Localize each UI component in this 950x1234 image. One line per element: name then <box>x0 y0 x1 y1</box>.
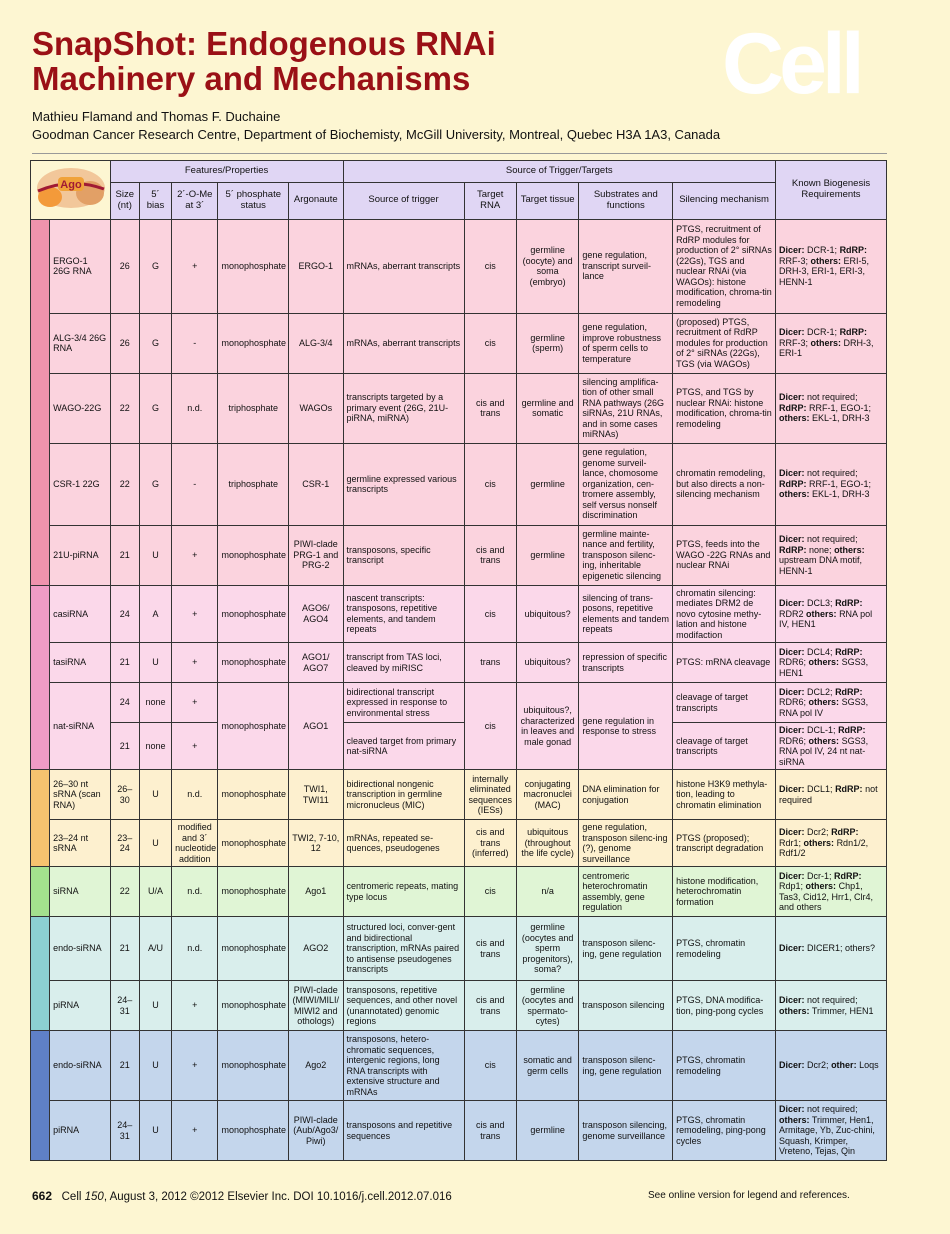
cell-logo: Cell <box>722 16 860 112</box>
argonaute: WAGOs <box>289 373 343 443</box>
target-rna: trans <box>464 643 516 683</box>
rna-name: 23–24 nt sRNA <box>50 820 110 867</box>
mechanism: (proposed) PTGS, recruitment of RdRP modules for production of 2° siRNAs (22Gs), TGS (via WAGOs) <box>673 313 776 373</box>
rna-name: CSR-1 22G <box>50 443 110 525</box>
argonaute: AGO1 <box>289 683 343 770</box>
biogenesis: Dicer: Dcr2; RdRP: Rdr1; others: Rdn1/2, Rdf1/2 <box>776 820 887 867</box>
col-phosphate: 5´ phosphate status <box>218 182 289 219</box>
functions: transposon silencing <box>579 981 673 1031</box>
trigger: mRNAs, aberrant transcripts <box>343 313 464 373</box>
size: 24– 31 <box>110 1101 139 1161</box>
phosphate: monophosphate <box>218 585 289 643</box>
ome: - <box>172 443 218 525</box>
bias: A/U <box>139 917 171 981</box>
bias: U <box>139 981 171 1031</box>
trigger: transposons, specific transcript <box>343 525 464 585</box>
table-row <box>31 981 887 1031</box>
table-row <box>31 1031 887 1101</box>
organism-label <box>31 1031 50 1161</box>
biogenesis: Dicer: DCR-1; RdRP: RRF-3; others: ERI-5, DRH-3, ERI-1, ERI-3, HENN-1 <box>776 219 887 313</box>
ome: n.d. <box>172 917 218 981</box>
bias: U <box>139 770 171 820</box>
biogenesis: Dicer: not required; others: Trimmer, HEN1 <box>776 981 887 1031</box>
ome: + <box>172 723 218 770</box>
table-row <box>31 723 887 770</box>
table-row <box>31 443 887 525</box>
argonaute: TWI2, 7-10, 12 <box>289 820 343 867</box>
size: 23– 24 <box>110 820 139 867</box>
rna-name: siRNA <box>50 867 110 917</box>
argonaute: AGO1/ AGO7 <box>289 643 343 683</box>
mechanism: cleavage of target transcripts <box>673 683 776 723</box>
target-tissue: ubiquitous (throughout the life cycle) <box>516 820 579 867</box>
rna-name: 21U-piRNA <box>50 525 110 585</box>
phosphate: triphosphate <box>218 373 289 443</box>
col-target-tissue: Target tissue <box>516 182 579 219</box>
target-rna: cis <box>464 585 516 643</box>
col-ome: 2´-O-Me at 3´ <box>172 182 218 219</box>
target-rna: cis <box>464 867 516 917</box>
target-tissue: germline and somatic <box>516 373 579 443</box>
ago-logo-text: Ago <box>60 179 82 191</box>
bias: none <box>139 683 171 723</box>
col-mechanism: Silencing mechanism <box>673 182 776 219</box>
phosphate: monophosphate <box>218 313 289 373</box>
target-tissue: ubiquitous? <box>516 585 579 643</box>
functions: repression of specific transcripts <box>579 643 673 683</box>
argonaute: ALG-3/4 <box>289 313 343 373</box>
bias: U/A <box>139 867 171 917</box>
col-size: Size (nt) <box>110 182 139 219</box>
phosphate: monophosphate <box>218 525 289 585</box>
target-rna: cis <box>464 1031 516 1101</box>
bias: U <box>139 1101 171 1161</box>
biogenesis: Dicer: not required; RdRP: none; others: upstream DNA motif, HENN-1 <box>776 525 887 585</box>
argonaute: AGO6/ AGO4 <box>289 585 343 643</box>
size: 26– 30 <box>110 770 139 820</box>
rna-name: tasiRNA <box>50 643 110 683</box>
rna-name: endo-siRNA <box>50 917 110 981</box>
byline <box>32 108 720 144</box>
mechanism: PTGS, feeds into the WAGO -22G RNAs and nuclear RNAi <box>673 525 776 585</box>
footer-citation <box>32 1189 452 1203</box>
target-rna: cis <box>464 683 516 770</box>
mechanism: histone H3K9 methyla-tion, leading to chromatin elimination <box>673 770 776 820</box>
trigger: transposons, hetero-chromatic sequences, intergenic regions, long RNA transcripts with extensive structure and mRNAs <box>343 1031 464 1101</box>
ome: modified and 3´ nucleotide addition <box>172 820 218 867</box>
table-row <box>31 820 887 867</box>
phosphate: monophosphate <box>218 867 289 917</box>
trigger: cleaved target from primary nat-siRNA <box>343 723 464 770</box>
functions: transposon silenc-ing, gene regulation <box>579 917 673 981</box>
phosphate: monophosphate <box>218 219 289 313</box>
size: 24– 31 <box>110 981 139 1031</box>
mechanism: cleavage of target transcripts <box>673 723 776 770</box>
size: 21 <box>110 1031 139 1101</box>
title-line-1: SnapShot: Endogenous RNAi <box>32 25 496 62</box>
mechanism: histone modification, heterochromatin formation <box>673 867 776 917</box>
ome: n.d. <box>172 770 218 820</box>
trigger: germline expressed various transcripts <box>343 443 464 525</box>
argonaute: PIWI-clade (Aub/Ago3/ Piwi) <box>289 1101 343 1161</box>
size: 21 <box>110 525 139 585</box>
ome: + <box>172 643 218 683</box>
ome: + <box>172 585 218 643</box>
trigger: transcript from TAS loci, cleaved by miRISC <box>343 643 464 683</box>
functions: transposon silencing, genome surveillance <box>579 1101 673 1161</box>
functions: germline mainte-nance and fertility, transposon silenc-ing, inheritable epigenetic silencing <box>579 525 673 585</box>
bias: G <box>139 219 171 313</box>
phosphate: monophosphate <box>218 683 289 770</box>
biogenesis: Dicer: not required; RdRP: RRF-1, EGO-1; others: EKL-1, DRH-3 <box>776 443 887 525</box>
phosphate: monophosphate <box>218 770 289 820</box>
organism-label <box>31 867 50 917</box>
mechanism: chromatin silencing: mediates DRM2 de novo cytosine methy-lation and histone modifaction <box>673 585 776 643</box>
table-row <box>31 917 887 981</box>
size: 21 <box>110 917 139 981</box>
argonaute: PIWI-clade (MIWI/MILI/ MIWI2 and othologs) <box>289 981 343 1031</box>
ago-logo-cell <box>31 161 111 220</box>
target-tissue: n/a <box>516 867 579 917</box>
rna-name: piRNA <box>50 981 110 1031</box>
target-rna: cis <box>464 219 516 313</box>
col-bias: 5´ bias <box>139 182 171 219</box>
trigger: nascent transcripts: transposons, repetitive elements, and tandem repeats <box>343 585 464 643</box>
size: 24 <box>110 585 139 643</box>
trigger: bidirectional nongenic transcription in germline micronucleus (MIC) <box>343 770 464 820</box>
target-rna: cis and trans <box>464 373 516 443</box>
bias: G <box>139 313 171 373</box>
functions: gene regulation, transposon silenc-ing (?), genome surveillance <box>579 820 673 867</box>
ome: n.d. <box>172 373 218 443</box>
phosphate: monophosphate <box>218 820 289 867</box>
bias: G <box>139 373 171 443</box>
table-row <box>31 313 887 373</box>
mechanism: PTGS, chromatin remodeling <box>673 917 776 981</box>
target-tissue: germline <box>516 443 579 525</box>
trigger: transcripts targeted by a primary event (26G, 21U-piRNA, miRNA) <box>343 373 464 443</box>
ome: + <box>172 683 218 723</box>
biogenesis: Dicer: Dcr-1; RdRP: Rdp1; others: Chp1, Tas3, Cid12, Hrr1, Clr4, and others <box>776 867 887 917</box>
organism-label <box>31 770 50 867</box>
target-tissue: germline (oocytes and spermato-cytes) <box>516 981 579 1031</box>
argonaute: CSR-1 <box>289 443 343 525</box>
target-tissue: germline <box>516 1101 579 1161</box>
phosphate: monophosphate <box>218 981 289 1031</box>
rna-name: ERGO-1 26G RNA <box>50 219 110 313</box>
rna-name: ALG-3/4 26G RNA <box>50 313 110 373</box>
biogenesis: Dicer: not required; RdRP: RRF-1, EGO-1; others: EKL-1, DRH-3 <box>776 373 887 443</box>
table-row <box>31 770 887 820</box>
organism-label <box>31 917 50 1031</box>
target-tissue: germline (sperm) <box>516 313 579 373</box>
bias: U <box>139 1031 171 1101</box>
phosphate: monophosphate <box>218 917 289 981</box>
argonaute: TWI1, TWI11 <box>289 770 343 820</box>
ome: + <box>172 1031 218 1101</box>
rna-name: WAGO-22G <box>50 373 110 443</box>
target-tissue: germline (oocytes and sperm progenitors), soma? <box>516 917 579 981</box>
title-line-2: Machinery and Mechanisms <box>32 60 471 97</box>
mechanism: PTGS, chromatin remodeling <box>673 1031 776 1101</box>
page-number: 662 <box>32 1189 53 1203</box>
phosphate: monophosphate <box>218 1031 289 1101</box>
target-rna: cis <box>464 443 516 525</box>
functions: gene regulation in response to stress <box>579 683 673 770</box>
biogenesis: Dicer: DCL3; RdRP: RDR2 others: RNA pol IV, HEN1 <box>776 585 887 643</box>
ome: + <box>172 219 218 313</box>
size: 24 <box>110 683 139 723</box>
table-row <box>31 683 887 723</box>
rna-name: nat-siRNA <box>50 683 110 770</box>
target-tissue: conjugating macronuclei (MAC) <box>516 770 579 820</box>
size: 22 <box>110 443 139 525</box>
phosphate: monophosphate <box>218 1101 289 1161</box>
argonaute: Ago2 <box>289 1031 343 1101</box>
journal-volume: 150 <box>84 1191 104 1203</box>
ome: + <box>172 525 218 585</box>
organism-label <box>31 585 50 770</box>
mechanism: PTGS: mRNA cleavage <box>673 643 776 683</box>
rna-name: casiRNA <box>50 585 110 643</box>
functions: silencing amplifica-tion of other small RNA pathways (26G siRNAs, 21U RNAs, and in some cases miRNAs) <box>579 373 673 443</box>
col-functions: Substrates and functions <box>579 182 673 219</box>
functions: gene regulation, improve robustness of sperm cells to temperature <box>579 313 673 373</box>
bias: none <box>139 723 171 770</box>
citation-text: , August 3, 2012 ©2012 Elsevier Inc. DOI 10.1016/j.cell.2012.07.016 <box>103 1191 452 1203</box>
trigger: transposons and repetitive sequences <box>343 1101 464 1161</box>
rnai-table <box>30 160 887 1161</box>
target-rna: cis and trans <box>464 1101 516 1161</box>
target-tissue: germline (oocyte) and soma (embryo) <box>516 219 579 313</box>
authors: Mathieu Flamand and Thomas F. Duchaine <box>32 109 281 124</box>
group-features: Features/Properties <box>110 161 343 183</box>
trigger: mRNAs, repeated se-quences, pseudogenes <box>343 820 464 867</box>
target-rna: cis and trans <box>464 917 516 981</box>
mechanism: PTGS, chromatin remodeling, ping-pong cycles <box>673 1101 776 1161</box>
mechanism: PTGS, and TGS by nuclear RNAi: histone modification, chroma-tin remodeling <box>673 373 776 443</box>
functions: DNA elimination for conjugation <box>579 770 673 820</box>
target-rna: cis and trans <box>464 525 516 585</box>
organism-label <box>31 219 50 585</box>
page-title <box>32 26 496 96</box>
argonaute: Ago1 <box>289 867 343 917</box>
bias: A <box>139 585 171 643</box>
col-argonaute: Argonaute <box>289 182 343 219</box>
trigger: transposons, repetitive sequences, and other novel (unannotated) genomic regions <box>343 981 464 1031</box>
group-biogenesis: Known Biogenesis Requirements <box>776 161 887 220</box>
target-tissue: germline <box>516 525 579 585</box>
ome: n.d. <box>172 867 218 917</box>
col-trigger: Source of trigger <box>343 182 464 219</box>
biogenesis: Dicer: Dcr2; other: Loqs <box>776 1031 887 1101</box>
size: 22 <box>110 373 139 443</box>
biogenesis: Dicer: DCL4; RdRP: RDR6; others: SGS3, HEN1 <box>776 643 887 683</box>
functions: gene regulation, transcript surveil-lance <box>579 219 673 313</box>
rna-name: endo-siRNA <box>50 1031 110 1101</box>
argonaute: ERGO-1 <box>289 219 343 313</box>
argonaute: AGO2 <box>289 917 343 981</box>
trigger: centromeric repeats, mating type locus <box>343 867 464 917</box>
argonaute: PIWI-clade PRG-1 and PRG-2 <box>289 525 343 585</box>
table-row <box>31 525 887 585</box>
size: 22 <box>110 867 139 917</box>
table-row <box>31 1101 887 1161</box>
footer-note: See online version for legend and references. <box>648 1190 850 1201</box>
functions: gene regulation, genome surveil-lance, chomosome organization, cen-tromere assembly, self versus nonself discrimination <box>579 443 673 525</box>
ome: - <box>172 313 218 373</box>
journal-name: Cell <box>61 1191 82 1203</box>
table-row <box>31 219 887 313</box>
header-divider <box>32 153 887 154</box>
biogenesis: Dicer: DICER1; others? <box>776 917 887 981</box>
table-row <box>31 373 887 443</box>
size: 21 <box>110 723 139 770</box>
ome: + <box>172 1101 218 1161</box>
size: 26 <box>110 313 139 373</box>
target-tissue: somatic and germ cells <box>516 1031 579 1101</box>
trigger: structured loci, conver-gent and bidirectional transcription, mRNAs paired to antisense pseudogenes transcripts <box>343 917 464 981</box>
rna-name: piRNA <box>50 1101 110 1161</box>
target-rna: cis and trans (inferred) <box>464 820 516 867</box>
biogenesis: Dicer: not required; others: Trimmer, Hen1, Armitage, Yb, Zuc-chini, Squash, Krimper, Vreteno, Tejas, Qin <box>776 1101 887 1161</box>
trigger: bidirectional transcript expressed in response to environmental stress <box>343 683 464 723</box>
biogenesis: Dicer: DCL2; RdRP: RDR6; others: SGS3, RNA pol IV <box>776 683 887 723</box>
table-row <box>31 643 887 683</box>
target-tissue: ubiquitous? <box>516 643 579 683</box>
biogenesis: Dicer: DCL1; RdRP: not required <box>776 770 887 820</box>
biogenesis: Dicer: DCR-1; RdRP: RRF-3; others: DRH-3, ERI-1 <box>776 313 887 373</box>
functions: silencing of trans-posons, repetitive elements and tandem repeats <box>579 585 673 643</box>
bias: G <box>139 443 171 525</box>
biogenesis: Dicer: DCL-1; RdRP: RDR6; others: SGS3, RNA pol IV, 24 nt nat-siRNA <box>776 723 887 770</box>
phosphate: triphosphate <box>218 443 289 525</box>
bias: U <box>139 525 171 585</box>
ago-icon <box>34 163 108 213</box>
phosphate: monophosphate <box>218 643 289 683</box>
table-row <box>31 867 887 917</box>
bias: U <box>139 820 171 867</box>
mechanism: PTGS, recruitment of RdRP modules for production of 2° siRNAs (22Gs), TGS and nuclear RNAi (via WAGOs): histone modification, chroma-tin remodeling <box>673 219 776 313</box>
bias: U <box>139 643 171 683</box>
table-row <box>31 585 887 643</box>
size: 21 <box>110 643 139 683</box>
ome: + <box>172 981 218 1031</box>
col-target-rna: Target RNA <box>464 182 516 219</box>
mechanism: PTGS, DNA modifica-tion, ping-pong cycles <box>673 981 776 1031</box>
target-rna: cis <box>464 313 516 373</box>
trigger: mRNAs, aberrant transcripts <box>343 219 464 313</box>
mechanism: PTGS (proposed); transcript degradation <box>673 820 776 867</box>
target-rna: cis and trans <box>464 981 516 1031</box>
target-tissue: ubiquitous?, characterized in leaves and male gonad <box>516 683 579 770</box>
affiliation: Goodman Cancer Research Centre, Department of Biochemisty, McGill University, Montreal, Quebec H3A 1A3, Canada <box>32 127 721 142</box>
target-rna: internally eliminated sequences (IESs) <box>464 770 516 820</box>
functions: transposon silenc-ing, gene regulation <box>579 1031 673 1101</box>
rna-name: 26–30 nt sRNA (scan RNA) <box>50 770 110 820</box>
group-source: Source of Trigger/Targets <box>343 161 775 183</box>
mechanism: chromatin remodeling, but also directs a non-silencing mechanism <box>673 443 776 525</box>
size: 26 <box>110 219 139 313</box>
functions: centromeric heterochromatin assembly, gene regulation <box>579 867 673 917</box>
